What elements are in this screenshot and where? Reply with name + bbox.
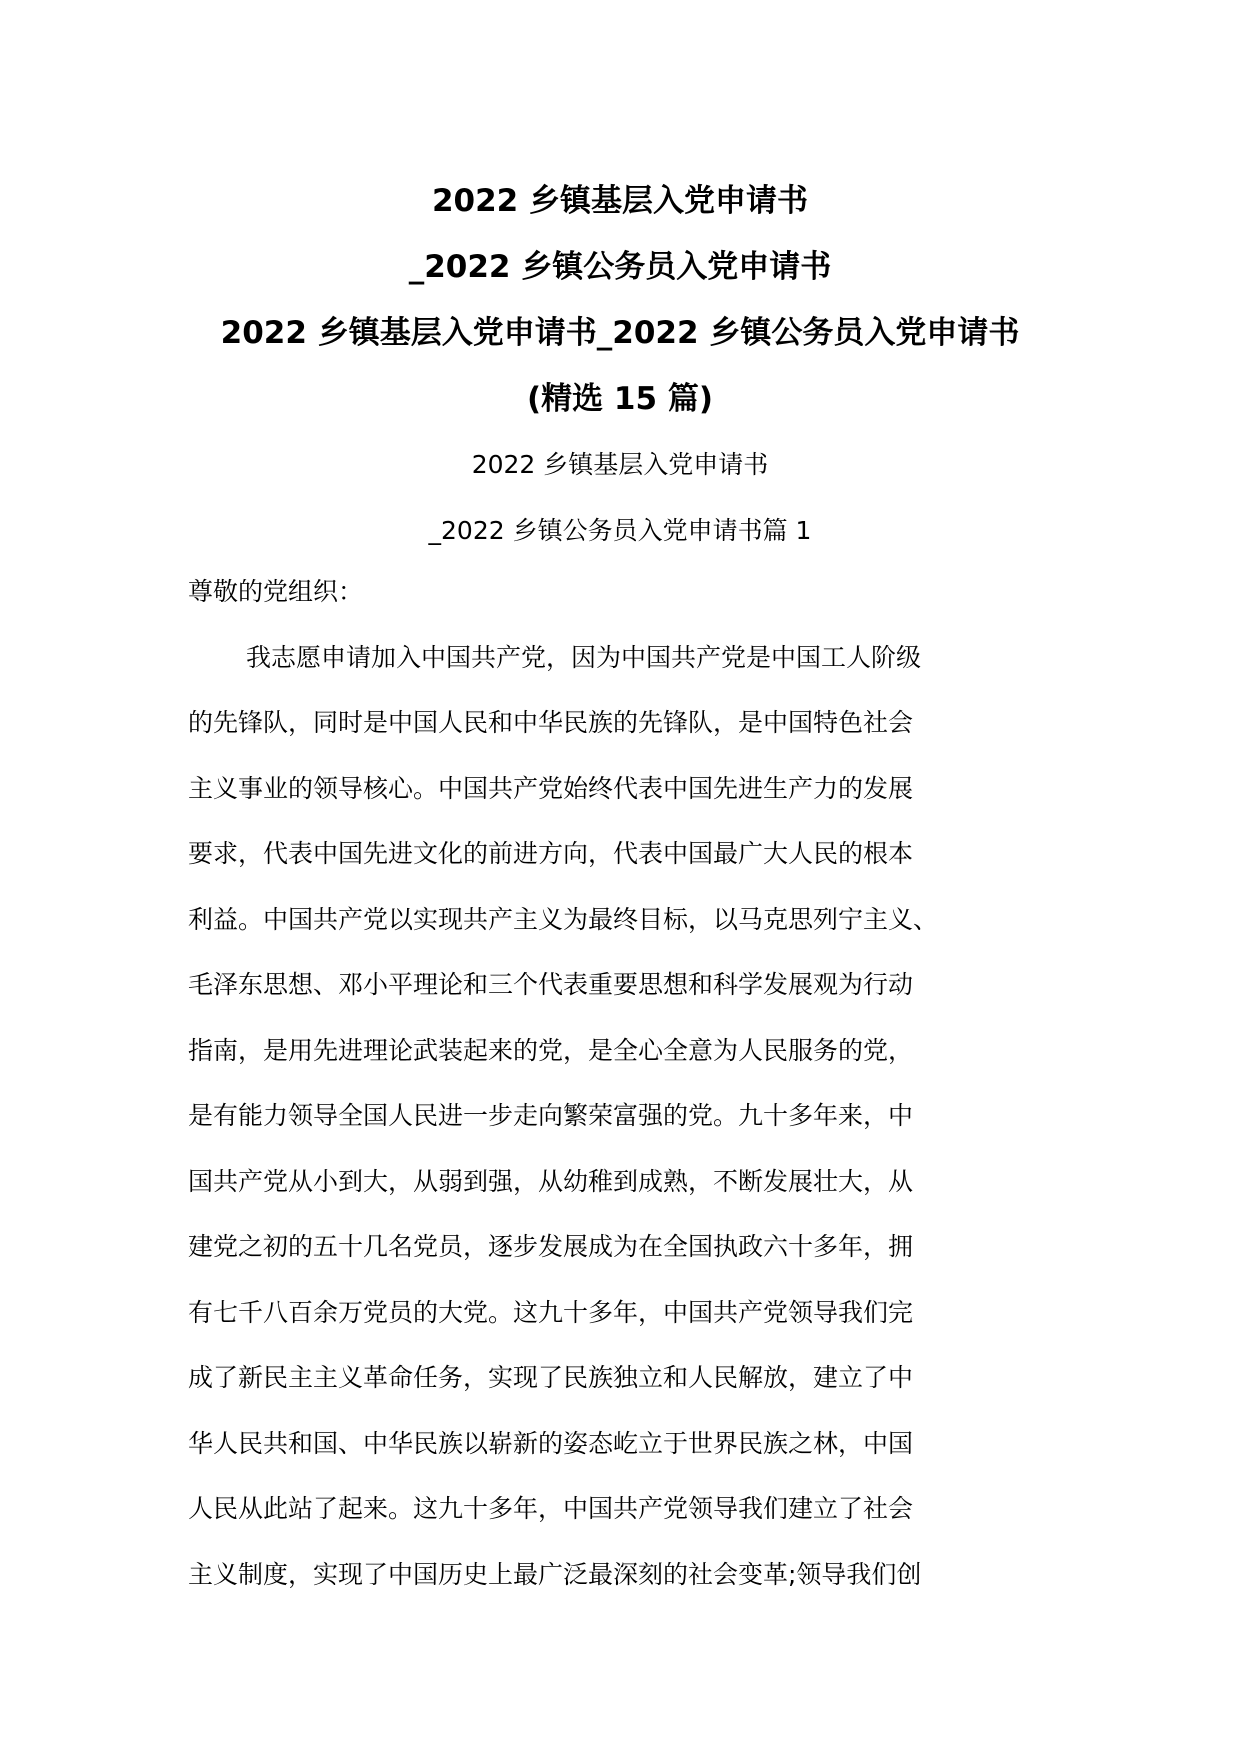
paragraph-line: 人民从此站了起来。这九十多年，中国共产党领导我们建立了社会 [188, 1494, 914, 1523]
paragraph-line: 国共产党从小到大，从弱到强，从幼稚到成熟，不断发展壮大，从 [188, 1166, 914, 1196]
salutation: 尊敬的党组织： [188, 577, 364, 606]
title-line-1: 2022 乡镇基层入党申请书 [431, 183, 809, 219]
document-title [100, 168, 1140, 432]
letter-body [188, 559, 1088, 1607]
section-heading-line-2: _2022 乡镇公务员入党申请书篇 1 [428, 516, 812, 545]
title-line-4: (精选 15 篇) [526, 381, 714, 417]
paragraph-line: 华人民共和国、中华民族以崭新的姿态屹立于世界民族之林，中国 [188, 1428, 914, 1458]
paragraph-line: 的先锋队，同时是中国人民和中华民族的先锋队，是中国特色社会 [188, 708, 914, 737]
section-heading-line-1: 2022 乡镇基层入党申请书 [471, 450, 769, 479]
paragraph-line: 主义制度，实现了中国历史上最广泛最深刻的社会变革;领导我们创 [188, 1559, 922, 1589]
paragraph-line: 成了新民主主义革命任务，实现了民族独立和人民解放，建立了中 [188, 1363, 914, 1392]
paragraph-line: 有七千八百余万党员的大党。这九十多年，中国共产党领导我们完 [188, 1297, 914, 1327]
paragraph-line: 利益。中国共产党以实现共产主义为最终目标，以马克思列宁主义、 [188, 904, 939, 934]
title-line-3: 2022 乡镇基层入党申请书_2022 乡镇公务员入党申请书 [220, 315, 1020, 351]
paragraph-line: 毛泽东思想、邓小平理论和三个代表重要思想和科学发展观为行动 [188, 970, 914, 999]
title-line-2: _2022 乡镇公务员入党申请书 [408, 249, 832, 285]
section-heading [100, 432, 1140, 564]
paragraph-line: 指南，是用先进理论武装起来的党，是全心全意为人民服务的党， [188, 1035, 914, 1065]
paragraph-line: 主义事业的领导核心。中国共产党始终代表中国先进生产力的发展 [188, 773, 914, 803]
paragraph-line: 我志愿申请加入中国共产党，因为中国共产党是中国工人阶级 [246, 642, 922, 672]
paragraph-line: 建党之初的五十几名党员，逐步发展成为在全国执政六十多年，拥 [188, 1232, 914, 1261]
paragraph-line: 是有能力领导全国人民进一步走向繁荣富强的党。九十多年来，中 [188, 1101, 914, 1130]
paragraph-line: 要求，代表中国先进文化的前进方向，代表中国最广大人民的根本 [188, 839, 914, 868]
